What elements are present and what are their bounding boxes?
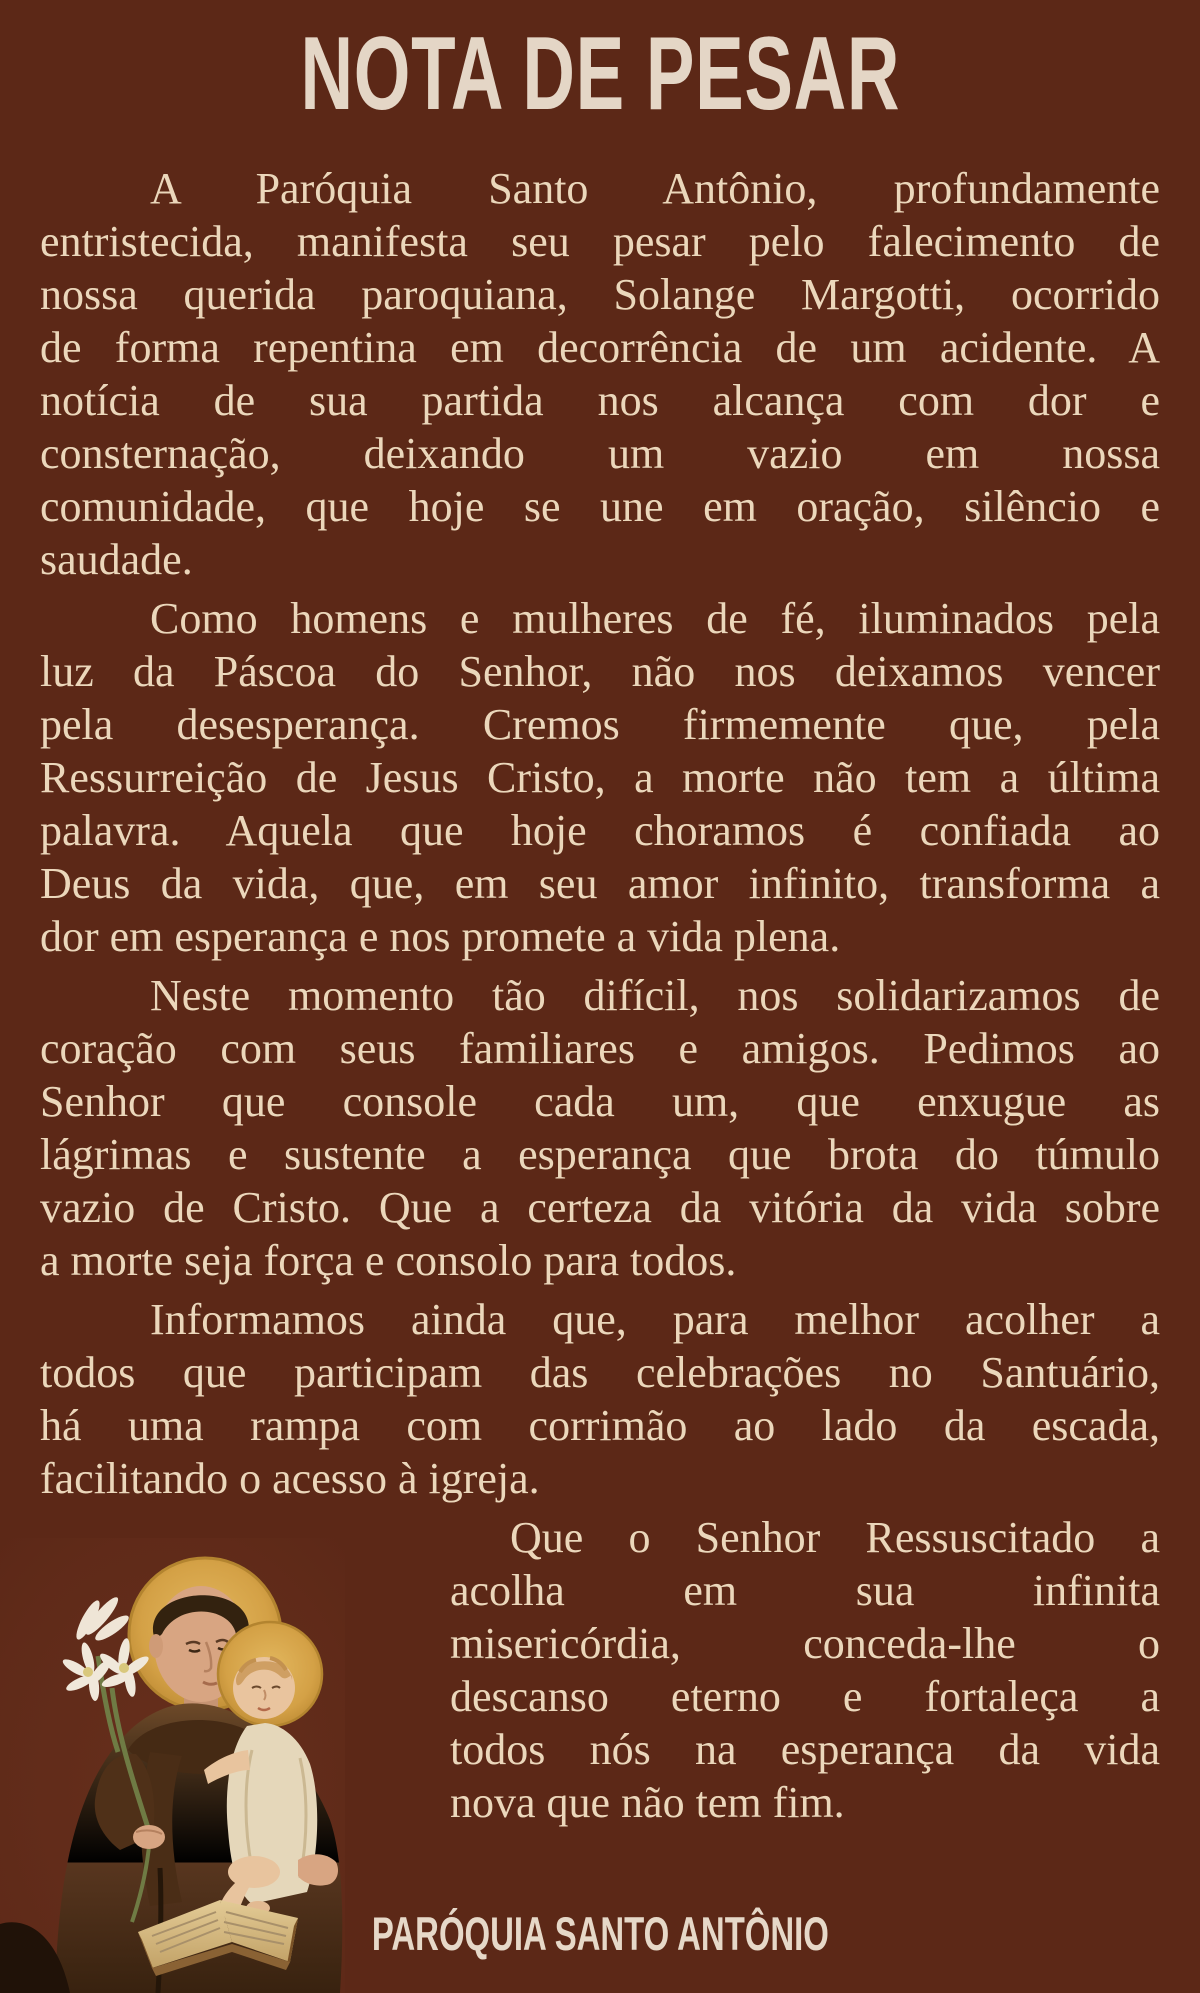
text-line: nossa querida paroquiana, Solange Margotti, ocorrido <box>40 270 1160 319</box>
text-line: nova que não tem fim. <box>450 1778 845 1827</box>
text-line: a morte seja força e consolo para todos. <box>40 1236 737 1285</box>
text-line: Neste momento tão difícil, nos solidarizamos de <box>150 971 1160 1020</box>
text-line: consternação, deixando um vazio em nossa <box>40 429 1160 478</box>
paragraph <box>450 1511 1160 1829</box>
saint-hand-left <box>133 1825 165 1849</box>
paragraph <box>40 1293 1160 1505</box>
page-title <box>0 18 1200 130</box>
text-line: notícia de sua partida nos alcança com dor e <box>40 376 1160 425</box>
text-line: Ressurreição de Jesus Cristo, a morte não tem a última <box>40 753 1160 802</box>
text-line: há uma rampa com corrimão ao lado da escada, <box>40 1401 1160 1450</box>
text-line: vazio de Cristo. Que a certeza da vitória da vida sobre <box>40 1183 1160 1232</box>
text-line: Informamos ainda que, para melhor acolher a <box>150 1295 1160 1344</box>
page-title-text: NOTA DE PESAR <box>300 16 900 132</box>
text-line: Como homens e mulheres de fé, iluminados pela <box>150 594 1160 643</box>
text-line: facilitando o acesso à igreja. <box>40 1454 540 1503</box>
text-line: misericórdia, conceda-lhe o <box>450 1619 1160 1668</box>
text-line: Que o Senhor Ressuscitado a <box>510 1513 1160 1562</box>
text-line: luz da Páscoa do Senhor, não nos deixamos vencer <box>40 647 1160 696</box>
text-line: comunidade, que hoje se une em oração, silêncio e <box>40 482 1160 531</box>
text-line: todos nós na esperança da vida <box>450 1725 1160 1774</box>
saint-hand-right <box>298 1854 338 1885</box>
text-line: pela desesperança. Cremos firmemente que, pela <box>40 700 1160 749</box>
text-line: A Paróquia Santo Antônio, profundamente <box>150 164 1160 213</box>
text-line: dor em esperança e nos promete a vida plena. <box>40 912 841 961</box>
text-line: entristecida, manifesta seu pesar pelo falecimento de <box>40 217 1160 266</box>
text-line: Senhor que console cada um, que enxugue as <box>40 1077 1160 1126</box>
text-line: saudade. <box>40 535 193 584</box>
text-line: Deus da vida, que, em seu amor infinito, transforma a <box>40 859 1160 908</box>
footer-parish-name-text: PARÓQUIA SANTO ANTÔNIO <box>371 1907 829 1960</box>
text-line: acolha em sua infinita <box>450 1566 1160 1615</box>
text-line: coração com seus familiares e amigos. Pedimos ao <box>40 1024 1160 1073</box>
text-line: descanso eterno e fortaleça a <box>450 1672 1160 1721</box>
footer-parish-name <box>0 1906 1200 1961</box>
text-line: palavra. Aquela que hoje choramos é confiada ao <box>40 806 1160 855</box>
paragraph <box>40 969 1160 1287</box>
text-line: todos que participam das celebrações no Santuário, <box>40 1348 1160 1397</box>
paragraph <box>40 162 1160 586</box>
paragraph <box>40 592 1160 963</box>
text-line: de forma repentina em decorrência de um acidente. A <box>40 323 1160 372</box>
text-line: lágrimas e sustente a esperança que brota do túmulo <box>40 1130 1160 1179</box>
